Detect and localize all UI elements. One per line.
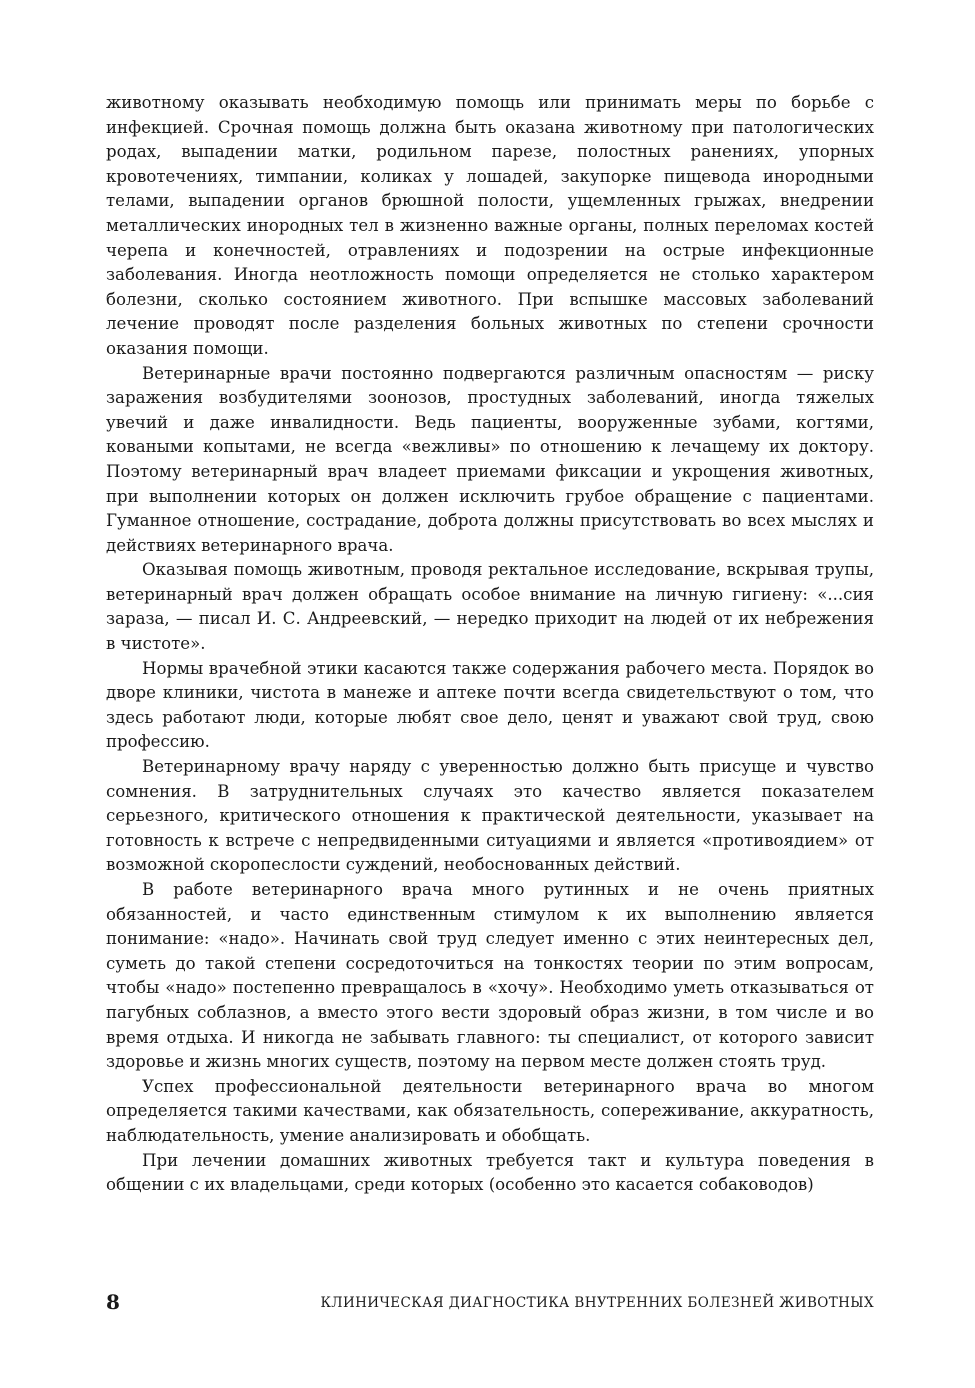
- paragraph: животному оказывать необходимую помощь или принимать меры по борьбе с инфекцией. Срочная помощь должна быть оказана животному при патологических родах, выпадении матки, родильном парезе, полостных ранениях, упорных кровотечениях, тимпании, коликах у лошадей, закупорке пищевода инородными телами, выпадении органов брюшной полости, ущемленных грыжах, внедрении металлических инородных тел в жизненно важные органы, полных переломах костей черепа и конечностей, отравлениях и подозрении на острые инфекционные заболевания. Иногда неотложность помощи определяется не столько характером болезни, сколько состоянием животного. При вспышке массовых заболеваний лечение проводят после разделения больных животных по степени срочности оказания помощи.: [106, 93, 874, 358]
- paragraph: Оказывая помощь животным, проводя ректальное исследование, вскрывая трупы, ветеринарный врач должен обращать особое внимание на личную гигиену: «...сия зараза, — писал И. С. Андреевский, — нередко приходит на людей от их небрежения в чистоте».: [106, 560, 874, 654]
- paragraph: В работе ветеринарного врача много рутинных и не очень приятных обязанностей, и часто единственным стимулом к их выполнению является понимание: «надо». Начинать свой труд следует именно с этих неинтересных дел, суметь до такой степени сосредоточиться на тонкостях теории по этим вопросам, чтобы «надо» постепенно превращалось в «хочу». Необходимо уметь отказываться от пагубных соблазнов, а вместо этого вести здоровый образ жизни, в том числе и во время отдыха. И никогда не забывать главного: ты специалист, от которого зависит здоровье и жизнь многих существ, поэтому на первом месте должен стоять труд.: [106, 880, 874, 1072]
- paragraph: Нормы врачебной этики касаются также содержания рабочего места. Порядок во дворе клиники, чистота в манеже и аптеке почти всегда свидетельствуют о том, что здесь работают люди, которые любят свое дело, ценят и уважают свой труд, свою профессию.: [106, 658, 874, 752]
- paragraph: Ветеринарные врачи постоянно подвергаются различным опасностям — риску заражения возбудителями зоонозов, простудных заболеваний, иногда тяжелых увечий и даже инвалидности. Ведь пациенты, вооруженные зубами, когтями, коваными копытами, не всегда «вежливы» по отношению к лечащему их доктору. Поэтому ветеринарный врач владеет приемами фиксации и укрощения животных, при выполнении которых он должен исключить грубое обращение с пациентами. Гуманное отношение, сострадание, доброта должны присутствовать во всех мыслях и действиях ветеринарного врача.: [106, 363, 874, 555]
- paragraph: При лечении домашних животных требуется такт и культура поведения в общении с их владельцами, среди которых (особенно это касается собаководов): [106, 1150, 874, 1195]
- paragraph: Ветеринарному врачу наряду с уверенностью должно быть присуще и чувство сомнения. В затруднительных случаях это качество является показателем серьезного, критического отношения к практической деятельности, указывает на готовность к встрече с непредвиденными ситуациями и является «противоядием» от возможной скоропеслости суждений, необоснованных действий.: [106, 757, 874, 875]
- body-text: [106, 91, 874, 1198]
- running-title: КЛИНИЧЕСКАЯ ДИАГНОСТИКА ВНУТРЕННИХ БОЛЕЗНЕЙ ЖИВОТНЫХ: [320, 1295, 874, 1311]
- page-footer: [106, 1290, 874, 1314]
- paragraph: Успех профессиональной деятельности ветеринарного врача во многом определяется такими качествами, как обязательность, сопереживание, аккуратность, наблюдательность, умение анализировать и обобщать.: [106, 1076, 874, 1145]
- page-number: 8: [106, 1290, 120, 1314]
